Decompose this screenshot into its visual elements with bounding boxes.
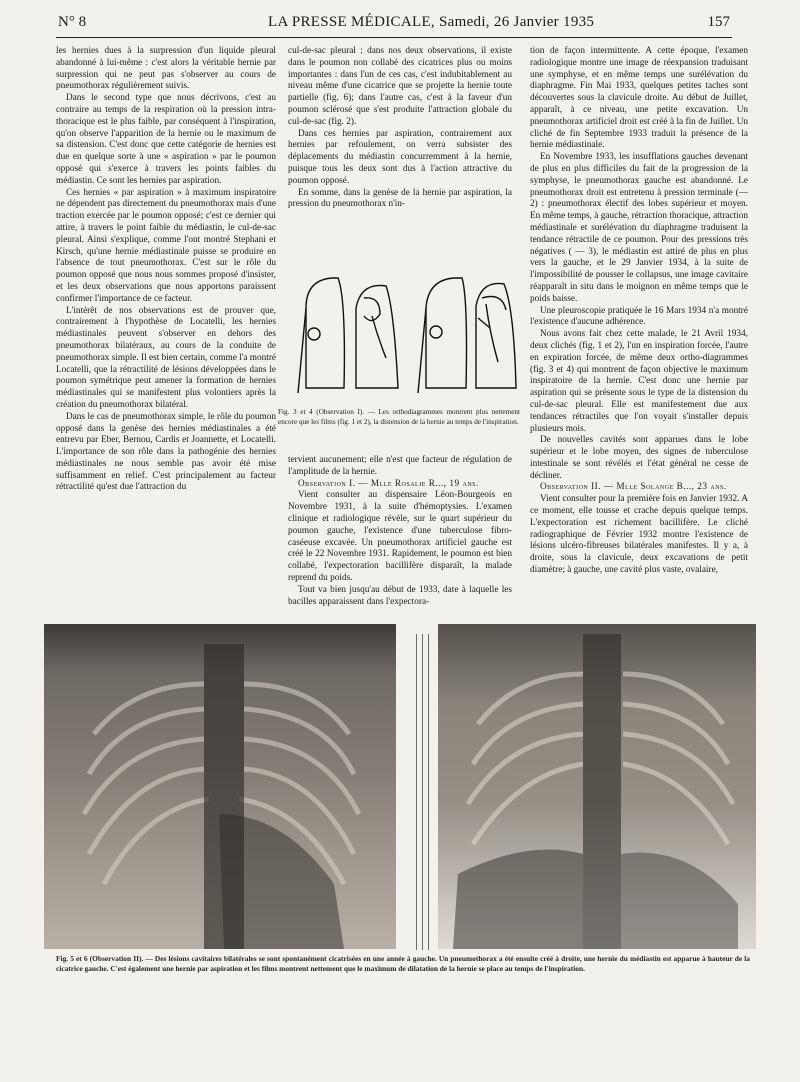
column-3	[530, 46, 748, 577]
paragraph: Dans ces hernies par aspiration, contrairement aux hernies par refoulement, on verra subsister des déplacements du médiastin concurremment à la hernie, puisque tous les deux sont dus à l'action attractive du poumon opposé.	[288, 128, 512, 186]
chest-radiograph	[44, 624, 396, 949]
paragraph: tervient aucunement; elle n'est que facteur de régulation de l'amplitude de la hernie.	[288, 455, 512, 477]
xray-image-fig5	[44, 624, 396, 949]
paragraph: Ces hernies « par aspiration » à maximum inspiratoire ne dépendent pas directement du pneumothorax mais d'une traction exercée par le poumon opposé; c'est ce dernier qui attire, à travers le point faible du médiastin, le cul-de-sac pleural. Ainsi s'explique, comme l'ont montré Stephani et Kirsch, qu'une hernie médiastinale puisse se produire en l'absence de tout pneumothorax. C'est sur le rôle du poumon opposé que nous nous sommes proposé d'insister, et les deux observations que nous apportons paraissent confirmer l'importance de ce facteur.	[56, 187, 276, 304]
paragraph: En Novembre 1933, les insufflations gauches devenant de plus en plus difficiles du fait de la progression de la symphyse, le pneumothorax gauche est abandonné. Le pneumothorax droit est entretenu à pression terminale (—2) : pneumothorax électif des lobes supérieur et moyen. En même temps, à gauche, rétraction thoracique, attraction médiastinale et surélévation du diaphragme traduisent la tendance rétractile de ce poumon. Pour des pressions très négatives ( — 3), le médiastin est attiré de plus en plus vers la gauche, et le 29 Janvier 1934, à la suite de l'impossibilité de pousser le collapsus, une image cavitaire réapparaît in situ dans le moignon en même temps que le poids baisse.	[530, 152, 748, 304]
chest-radiograph	[438, 624, 756, 949]
column-1	[56, 46, 276, 494]
page-number: 157	[707, 14, 730, 30]
paragraph: Vient consulter au dispensaire Léon-Bourgeois en Novembre 1931, à la suite d'hémoptysies. L'examen clinique et radiologique révèle, sur le quart supérieur du poumon gauche, l'existence d'une tuberculose fibro-caséeuse excavée. Un pneumothorax artificiel gauche est créé le 22 Novembre 1931. Rapidement, le poumon est bien collabé, l'expectoration bacillifère disparaît, la malade reprend du poids.	[288, 490, 512, 583]
paragraph: Tout va bien jusqu'au début de 1933, date à laquelle les bacilles apparaissent dans l'expectora-	[288, 584, 512, 607]
paragraph: Une pleuroscopie pratiquée le 16 Mars 1934 n'a montré l'existence d'aucune adhérence.	[530, 305, 748, 328]
paragraph: les hernies dues à la surpression d'un liquide pleural abandonné à lui-même : c'est alors la véritable hernie par surpression qui ne peut pas s'observer au cours de pneumothorax régulièrement suivis.	[56, 46, 276, 92]
header-rule	[56, 37, 732, 38]
figure-caption: Fig. 5 et 6 (Observation II). — Des lésions cavitaires bilatérales se sont spontanément cicatrisées en une année à gauche. Un pneumothorax a été ensuite créé à droite, une hernie du médiastin est apparue à hauteur de la cicatrice gauche. C'est également une hernie par aspiration et les films montrent nettement que le maximum de dilatation de la hernie se place au temps de l'inspiration.	[56, 954, 750, 974]
xray-image-fig6	[438, 624, 756, 949]
paragraph: tion de façon intermittente. A cette époque, l'examen radiologique montre une image de réexpansion traduisant une symphyse, et en même temps une surélévation du diaphragme. Fin Mai 1933, quelques petites taches sont découvertes sous la clavicule droite. Au début de Juillet, apparaît, à ce niveau, une petite excavation. Un pneumothorax artificiel droit est créé à la fin de Juillet. Un cliché de fin Septembre 1933 traduit la présence de la hernie médiastinale.	[530, 46, 748, 151]
paragraph: Dans le cas de pneumothorax simple, le rôle du poumon opposé dans la genèse des hernies médiastinales a été entrevu par Eber, Bernou, Cardis et Joannette, et Locatelli. L'importance de son rôle dans la pathogénie des hernies médiastinales ne nous semble pas avoir été mise suffisamment en relief. C'est principalement au facteur rétractilité qu'est due l'attraction du	[56, 411, 276, 493]
column-2-continued	[288, 455, 512, 608]
paragraph: Nous avons fait chez cette malade, le 21 Avril 1934, deux clichés (fig. 1 et 2), l'un en inspiration forcée, l'autre en expiration forcée, de même deux ortho-diagrammes (fig. 3 et 4) qui montrent de façon objective le maximum inspiratoire de la hernie. C'est donc une hernie par aspiration qui se présente sous le type de la distension du cul-de-sac pleural. Elle est manifestement due aux tendances rétractiles que l'on voyait s'installer depuis plusieurs mois.	[530, 329, 748, 434]
journal-title: LA PRESSE MÉDICALE, Samedi, 26 Janvier 1935	[268, 14, 595, 30]
paragraph: L'intérêt de nos observations est de prouver que, contrairement à l'hypothèse de Locatelli, les hernies médiastinales peuvent s'observer en dehors des pneumothorax bilatéraux, au cours de la conduite de pneumothorax simple. Il est bien certain, comme l'a montré Locatelli, que la rétractilité de lésions développées dans le poumon symétrique peut amener la formation de hernies médiastinales qui se manifestent plus volontiers après la création du pneumothorax bilatéral.	[56, 305, 277, 410]
paragraph: Dans le second type que nous décrivons, c'est au contraire au temps de la respiration où la pression intra-thoracique est le plus faible, par conséquent à l'inspiration, qu'on observe l'apparition de la hernie ou le maximum de sa distension. C'est donc que cette catégorie de hernies est due en quelque sorte à une « aspiration » par le poumon opposé qui s'exerce à travers les points faibles du médiastin. Ce sont les hernies par aspiration.	[56, 93, 276, 186]
figure-caption: Fig. 3 et 4 (Observation I). — Les orthodiagrammes montrent plus nettement encore que les films (fig. 1 et 2), la distension de la hernie au temps de l'inspiration.	[278, 408, 520, 426]
column-2	[288, 46, 512, 211]
page-header	[58, 12, 730, 36]
issue-number: N° 8	[58, 14, 87, 30]
observation-heading: Observation II. — Mlle Solange B..., 23 ans.	[540, 482, 727, 493]
paragraph: cul-de-sac pleural : dans nos deux observations, il existe dans le poumon non collabé des cicatrices plus ou moins importantes : dans l'un de ces cas, c'est indubitablement au niveau même d'une cicatrice que se projette la hernie toute partielle (fig. 6); dans l'autre cas, c'est à la faveur d'un poumon sclérosé que s'est produite l'attraction globale du cul-de-sac (fig. 2).	[288, 46, 512, 127]
orthodiagram-figure	[276, 268, 526, 418]
paragraph: Vient consulter pour la première fois en Janvier 1932. A ce moment, elle tousse et crache depuis quelque temps. L'expectoration est richement bacillifère. Le cliché radiographique de Février 1932 montre l'existence de lésions ulcéro-fibreuses bilatérales manifestes. Il y a, à droite, sous la clavicule, deux excavations de petit diamètre; à gauche, une cavité plus vaste, ovalaire,	[530, 494, 748, 576]
paragraph: De nouvelles cavités sont apparues dans le lobe supérieur et le lobe moyen, des signes de tuberculose intestinale se sont révélés et l'état général ne cesse de décliner.	[530, 435, 748, 481]
figure-divider	[412, 634, 436, 950]
paragraph: En somme, dans la genèse de la hernie par aspiration, la pression du pneumothorax n'in-	[288, 187, 512, 210]
orthodiagram-drawing	[276, 268, 526, 418]
observation-heading: Observation I. — Mlle Rosalie R..., 19 ans.	[298, 478, 479, 489]
